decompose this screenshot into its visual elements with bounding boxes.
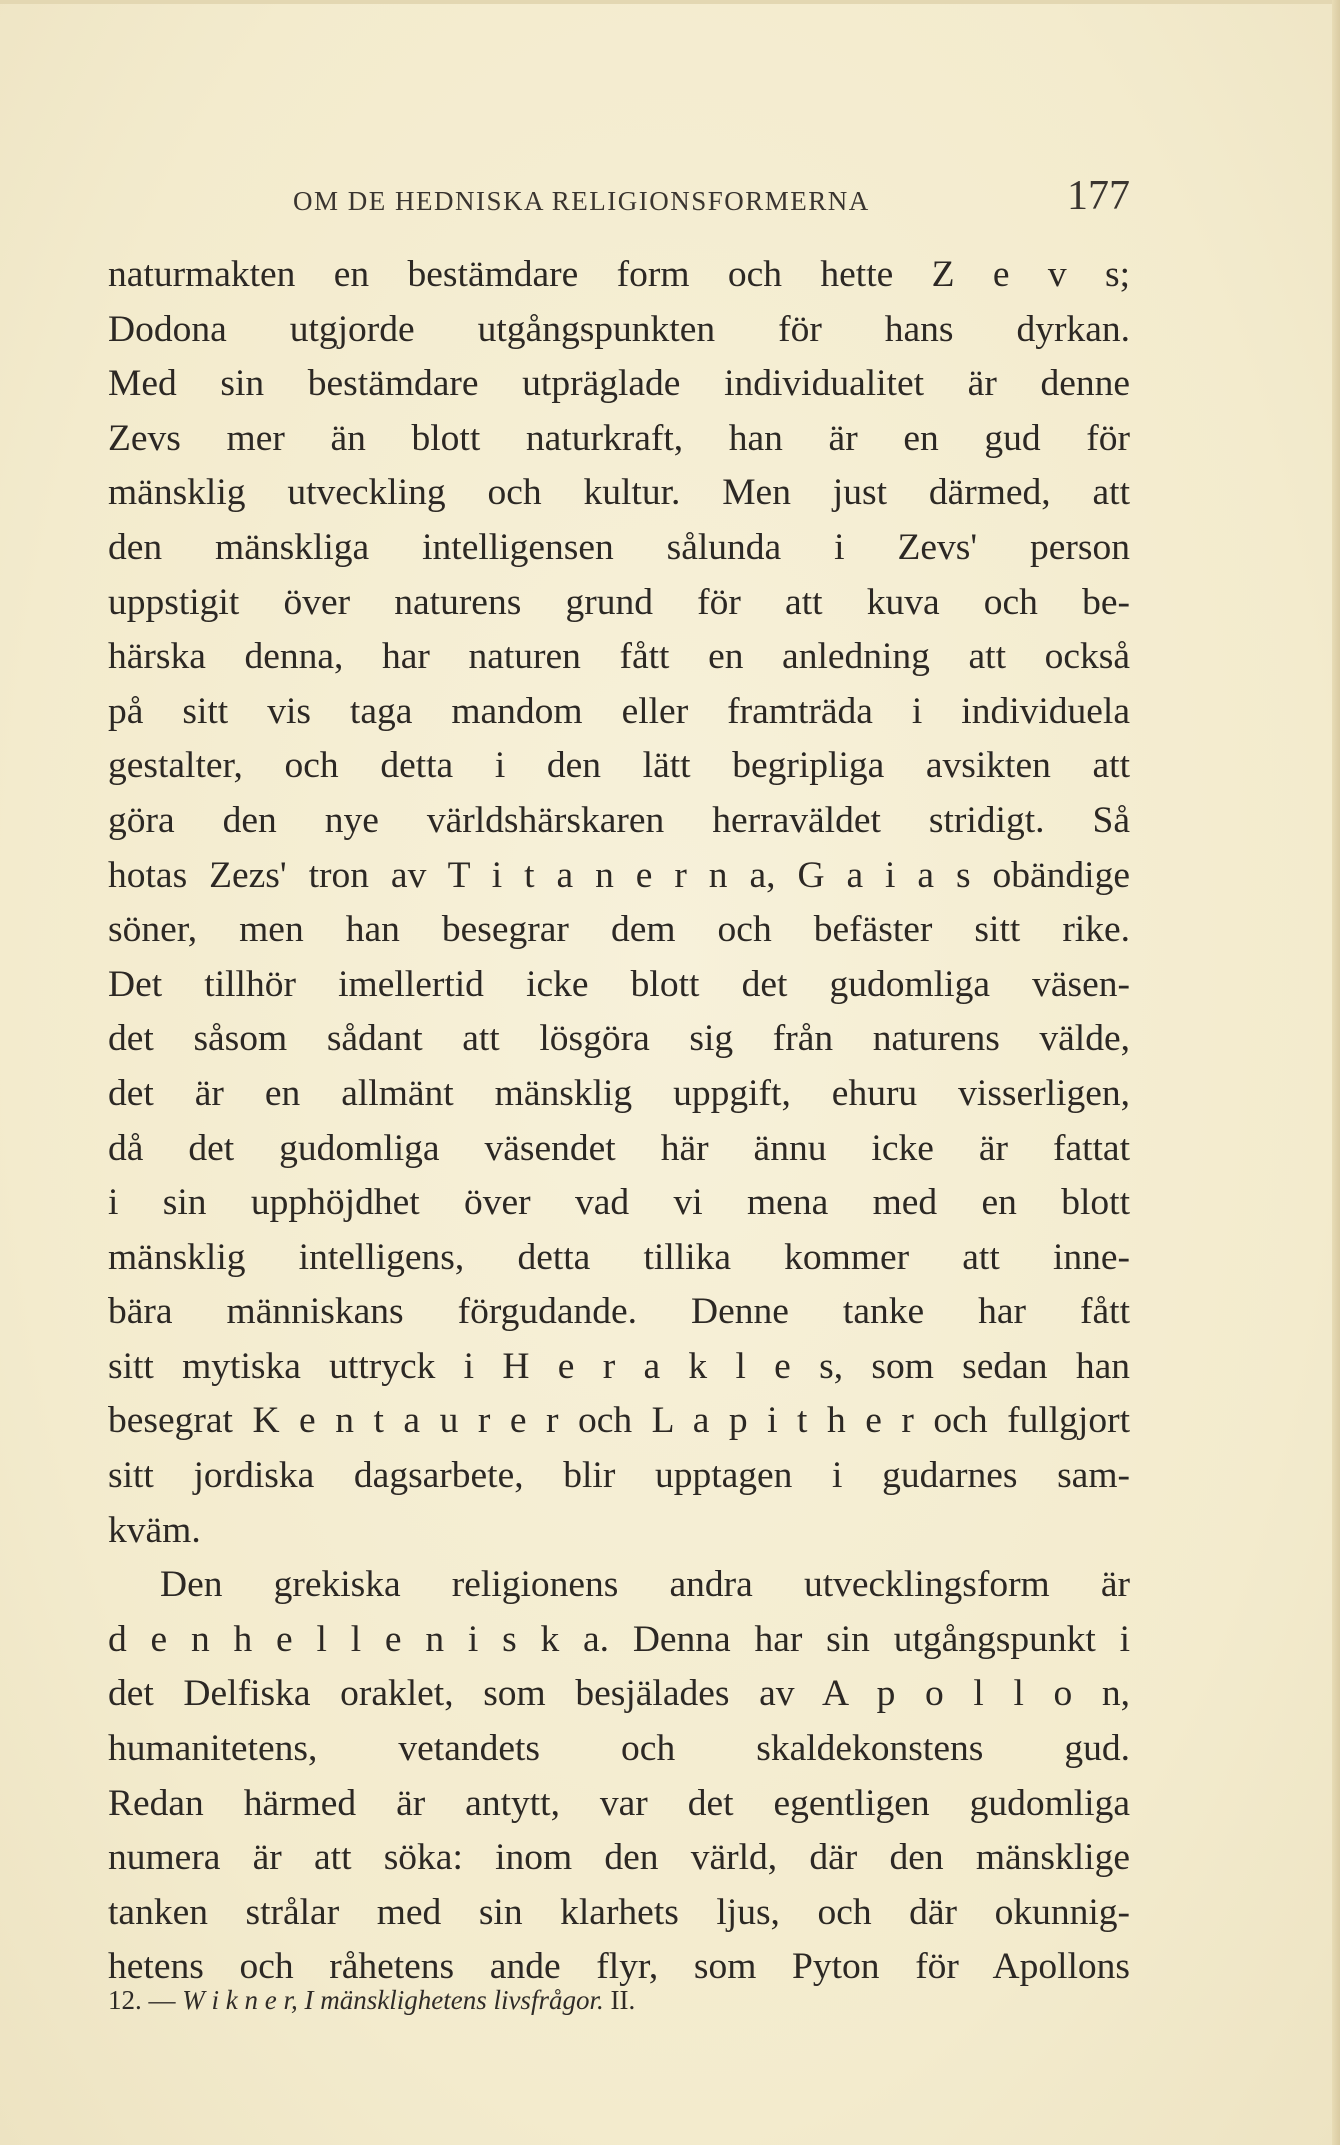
text-line: numera är att söka: inom den värld, där den mänsklige [108, 1837, 1130, 1879]
text-line: på sitt vis taga mandom eller framträda i individuela [108, 690, 1130, 732]
text-line: gestalter, och detta i den lätt begripliga avsikten att [108, 745, 1130, 787]
text-line: Zevs mer än blott naturkraft, han är en gud för [108, 417, 1130, 459]
text-line: humanitetens, vetandets och skaldekonstens gud. [108, 1728, 1130, 1770]
text-line: uppstigit över naturens grund för att kuva och be- [108, 581, 1130, 623]
text-line: det är en allmänt mänsklig uppgift, ehuru visserligen, [108, 1072, 1130, 1114]
text-line: tanken strålar med sin klarhets ljus, och där okunnig- [108, 1891, 1130, 1933]
footer-dash: — [148, 1985, 176, 2015]
footer-volume: II. [610, 1985, 636, 2015]
text-line: d e n h e l l e n i s k a. Denna har sin utgångspunkt i [108, 1618, 1130, 1660]
text-line: Dodona utgjorde utgångspunkten för hans dyrkan. [108, 308, 1130, 350]
text-line: söner, men han besegrar dem och befäster sitt rike. [108, 909, 1130, 951]
text-line: sitt mytiska uttryck i H e r a k l e s, som sedan han [108, 1345, 1130, 1387]
running-title: OM DE HEDNISKA RELIGIONSFORMERNA [293, 186, 870, 216]
text-line: Redan härmed är antytt, var det egentligen gudomliga [108, 1782, 1130, 1824]
text-line: Det tillhör imellertid icke blott det gudomliga väsen- [108, 963, 1130, 1005]
text-line: det Delfiska oraklet, som besjälades av A p o l l o n, [108, 1673, 1130, 1715]
text-line: i sin upphöjdhet över vad vi mena med en blott [108, 1182, 1130, 1224]
signature-number: 12. [108, 1985, 142, 2015]
text-line-paragraph-end: kväm. [108, 1509, 201, 1551]
text-line: bära människans förgudande. Denne tanke har fått [108, 1291, 1130, 1333]
text-line: hetens och råhetens ande flyr, som Pyton för Apollons [108, 1946, 1130, 1988]
text-line: besegrat K e n t a u r e r och L a p i t h e r och fullgjort [108, 1400, 1130, 1442]
running-head [108, 170, 1130, 230]
text-line: sitt jordiska dagsarbete, blir upptagen i gudarnes sam- [108, 1455, 1130, 1497]
text-line: mänsklig utveckling och kultur. Men just därmed, att [108, 472, 1130, 514]
page-right-edge [1332, 0, 1340, 2145]
text-line: hotas Zezs' tron av T i t a n e r n a, G a i a s obändige [108, 854, 1130, 896]
page-top-edge [0, 0, 1340, 4]
text-line: härska denna, har naturen fått en anledning att också [108, 636, 1130, 678]
text-line: Med sin bestämdare utpräglade individualitet är denne [108, 363, 1130, 405]
text-line: då det gudomliga väsendet här ännu icke är fattat [108, 1127, 1130, 1169]
text-line: det såsom sådant att lösgöra sig från naturens välde, [108, 1018, 1130, 1060]
footer-author: W i k n e r, [182, 1985, 298, 2015]
text-line: mänsklig intelligens, detta tillika kommer att inne- [108, 1236, 1130, 1278]
page-number: 177 [1067, 173, 1130, 219]
text-line-paragraph-start: Den grekiska religionens andra utvecklingsform är [160, 1564, 1130, 1606]
text-line: göra den nye världshärskaren herraväldet stridigt. Så [108, 799, 1130, 841]
body-text [108, 248, 1130, 1995]
text-line: naturmakten en bestämdare form och hette Z e v s; [108, 254, 1130, 295]
footer-signature [108, 1985, 1130, 2016]
text-line: den mänskliga intelligensen sålunda i Zevs' person [108, 526, 1130, 568]
footer-book-title: I mänsklighetens livsfrågor. [304, 1985, 604, 2015]
